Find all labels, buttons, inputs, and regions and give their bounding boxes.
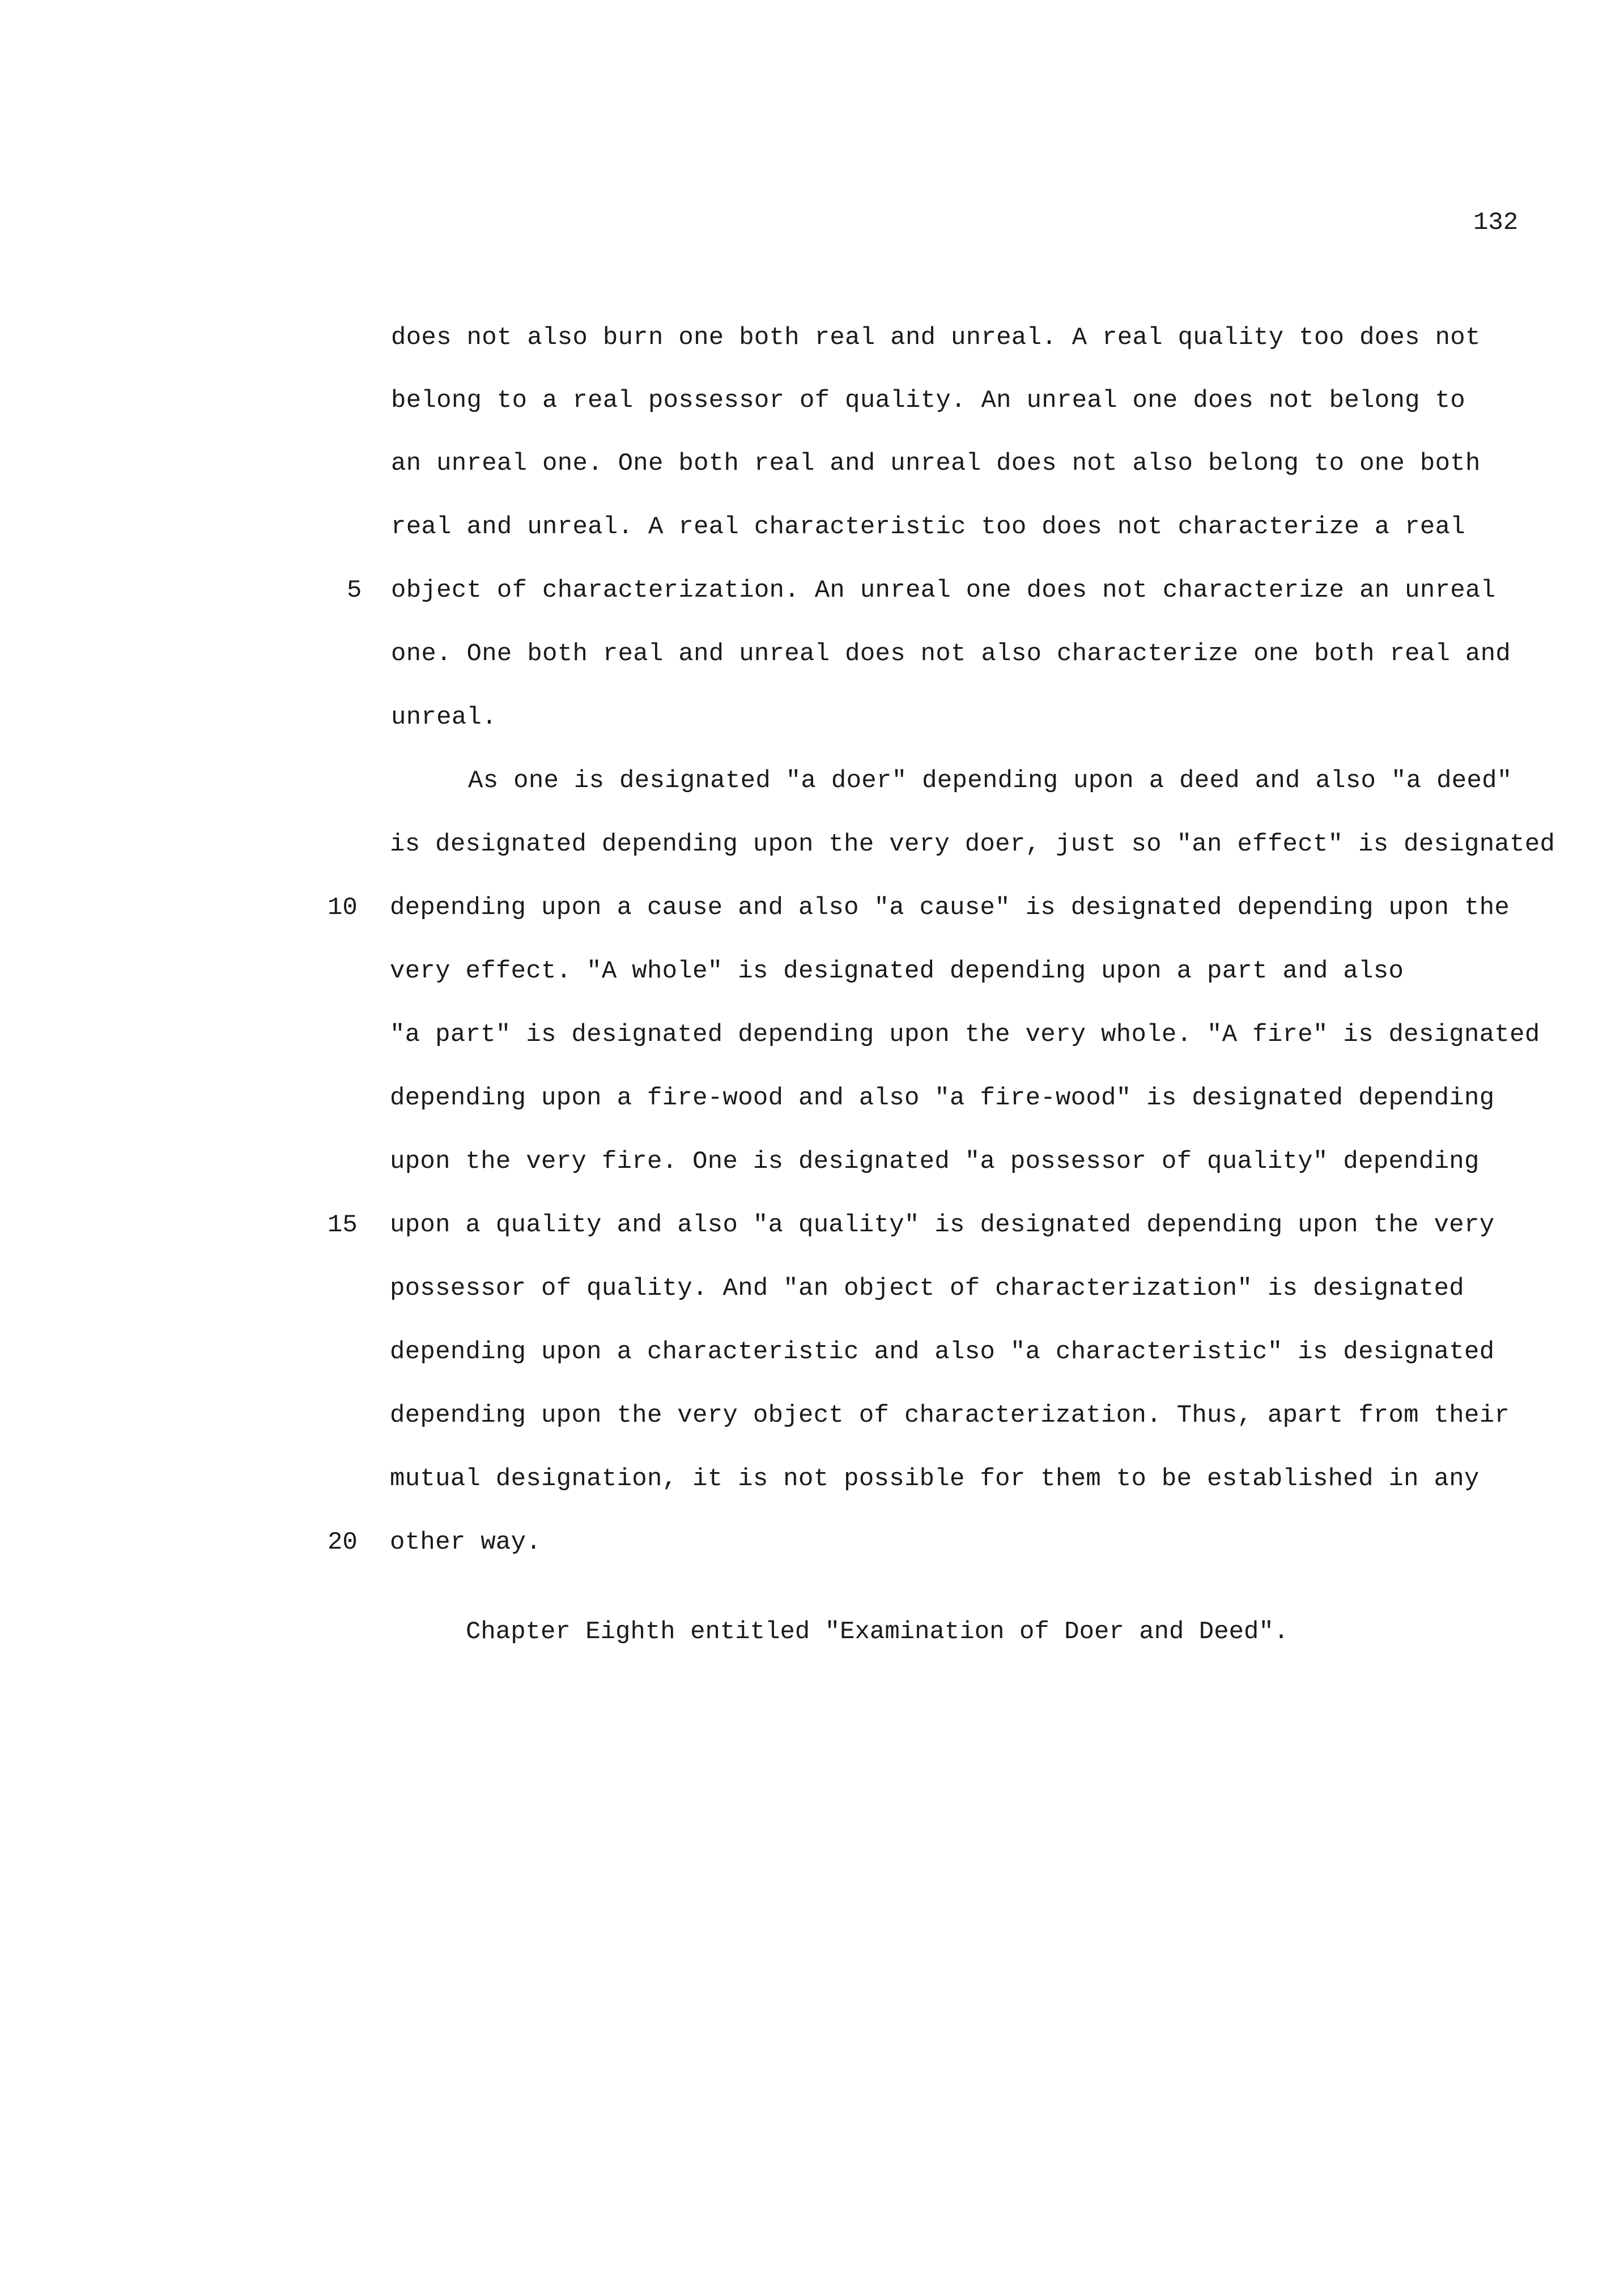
text-line: does not also burn one both real and unreal. A real quality too does not [391,324,1481,352]
text-line: depending upon a fire-wood and also "a fire-wood" is designated depending [390,1084,1495,1112]
text-line: very effect. "A whole" is designated depending upon a part and also [390,957,1404,985]
text-line: possessor of quality. And "an object of characterization" is designated [390,1274,1465,1303]
text-line: depending upon the very object of characterization. Thus, apart from their [390,1401,1510,1430]
chapter-end-caption: Chapter Eighth entitled "Examination of Doer and Deed". [466,1618,1289,1646]
text-line: real and unreal. A real characteristic too does not characterize a real [391,513,1466,541]
line-number: 5 [347,576,362,605]
text-line: depending upon a cause and also "a cause" is designated depending upon the [390,894,1510,922]
line-number: 10 [328,894,358,922]
text-line: depending upon a characteristic and also "a characteristic" is designated [390,1338,1495,1366]
text-line: mutual designation, it is not possible for them to be established in any [390,1465,1480,1493]
text-line: an unreal one. One both real and unreal does not also belong to one both [391,449,1481,478]
text-line: is designated depending upon the very doer, just so "an effect" is designated [390,830,1555,858]
text-line: upon the very fire. One is designated "a possessor of quality" depending [390,1147,1480,1176]
line-number: 20 [328,1528,358,1557]
page-number: 132 [1473,209,1519,237]
text-line: As one is designated "a doer" depending upon a deed and also "a deed" [468,767,1512,795]
text-line: belong to a real possessor of quality. An unreal one does not belong to [391,386,1466,415]
text-line: "a part" is designated depending upon the very whole. "A fire" is designated [390,1021,1540,1049]
text-line: other way. [390,1528,542,1557]
text-line: object of characterization. An unreal one does not characterize an unreal [391,576,1496,605]
text-line: unreal. [391,703,497,732]
text-line: upon a quality and also "a quality" is designated depending upon the very [390,1211,1495,1239]
line-number: 15 [328,1211,358,1239]
text-line: one. One both real and unreal does not also characterize one both real and [391,640,1511,668]
